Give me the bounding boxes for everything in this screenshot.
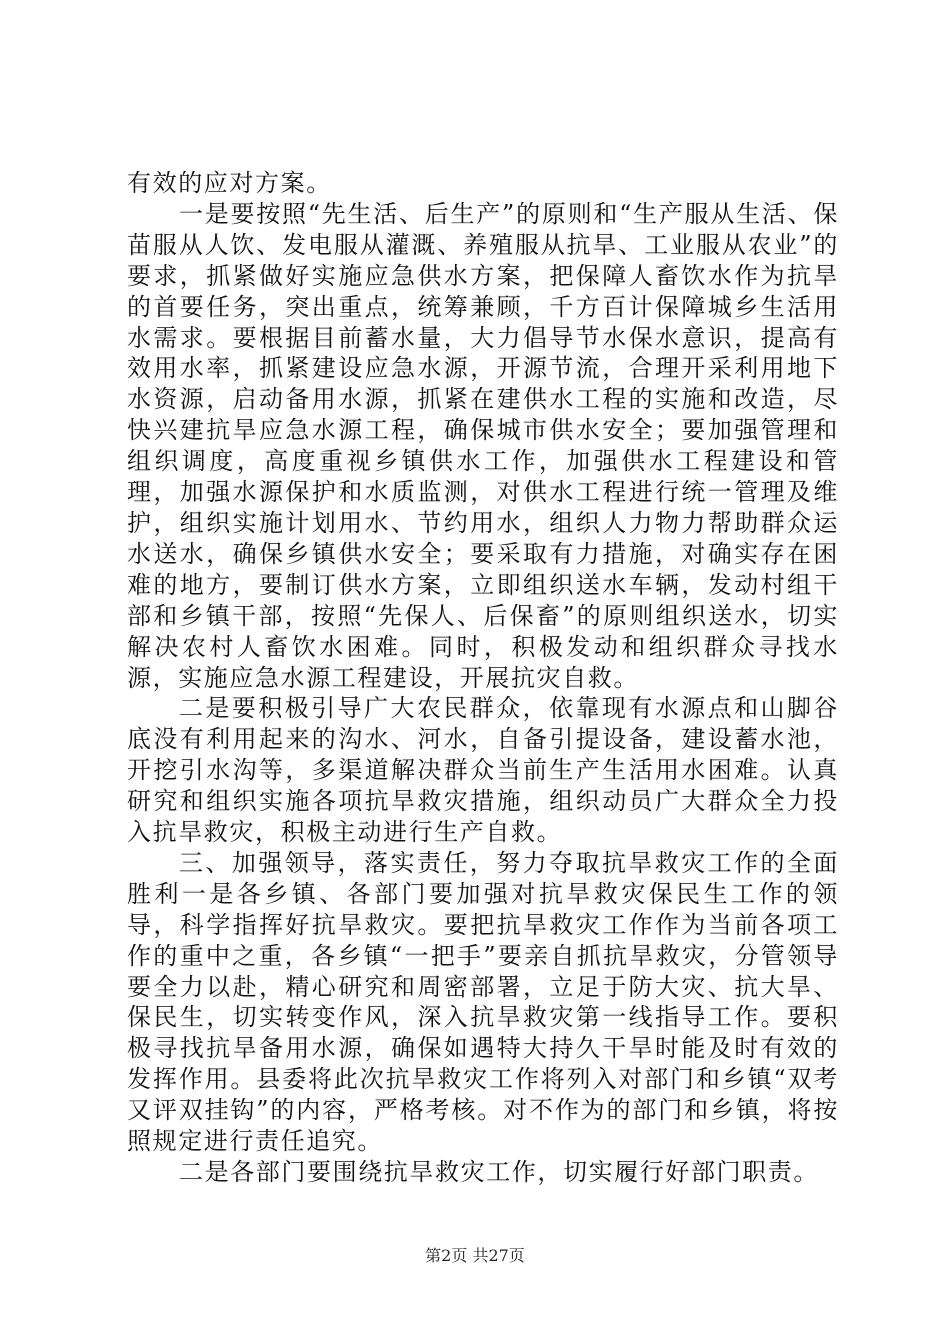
paragraph-guide-farmers: 二是要积极引导广大农民群众，依靠现有水源点和山脚谷底没有利用起来的沟水、河水，自备引提设备，建设蓄水池，开挖引水沟等，多渠道解决群众当前生产生活用水困难。认真研究和组织实施各项抗旱救灾措施，组织动员广大群众全力投入抗旱救灾，积极主动进行生产自救。 bbox=[127, 694, 839, 847]
paragraph-department-duties: 二是各部门要围绕抗旱救灾工作，切实履行好部门职责。 bbox=[179, 1158, 819, 1186]
paragraph-water-supply: 一是要按照“先生活、后生产”的原则和“生产服从生活、保苗服从人饮、发电服从灌溉、养殖服从抗旱、工业服从农业”的要求，抓紧做好实施应急供水方案，把保障人畜饮水作为抗旱的首要任务，突出重点，统筹兼顾，千方百计保障城乡生活用水需求。要根据目前蓄水量，大力倡导节水保水意识，提高有效用水率，抓紧建设应急水源，开源节流，合理开采利用地下水资源，启动备用水源，抓紧在建供水工程的实施和改造，尽快兴建抗旱应急水源工程，确保城市供水安全；要加强管理和组织调度，高度重视乡镇供水工作，加强供水工程建设和管理，加强水源保护和水质监测，对供水工程进行统一管理及维护，组织实施计划用水、节约用水，组织人力物力帮助群众运水送水，确保乡镇供水安全；要采取有力措施，对确实存在困难的地方，要制订供水方案，立即组织送水车辆，发动村组干部和乡镇干部，按照“先保人、后保畜”的原则组织送水，切实解决农村人畜饮水困难。同时，积极发动和组织群众寻找水源，实施应急水源工程建设，开展抗灾自救。 bbox=[127, 199, 839, 692]
paragraph-continuation: 有效的应对方案。 bbox=[127, 169, 332, 197]
paragraph-leadership: 三、加强领导，落实责任，努力夺取抗旱救灾工作的全面胜利一是各乡镇、各部门要加强对抗旱救灾保民生工作的领导，科学指挥好抗旱救灾。要把抗旱救灾工作作为当前各项工作的重中之重，各乡镇“一把手”要亲自抓抗旱救灾，分管领导要全力以赴，精心研究和周密部署，立足于防大灾、抗大旱、保民生，切实转变作风，深入抗旱救灾第一线指导工作。要积极寻找抗旱备用水源，确保如遇特大持久干旱时能及时有效的发挥作用。县委将此次抗旱救灾工作将列入对部门和乡镇“双考又评双挂钩”的内容，严格考核。对不作为的部门和乡镇，将按照规定进行责任追究。 bbox=[127, 848, 839, 1156]
document-body bbox=[127, 168, 839, 1188]
page-number-footer: 第2页 共27页 bbox=[425, 1246, 525, 1265]
